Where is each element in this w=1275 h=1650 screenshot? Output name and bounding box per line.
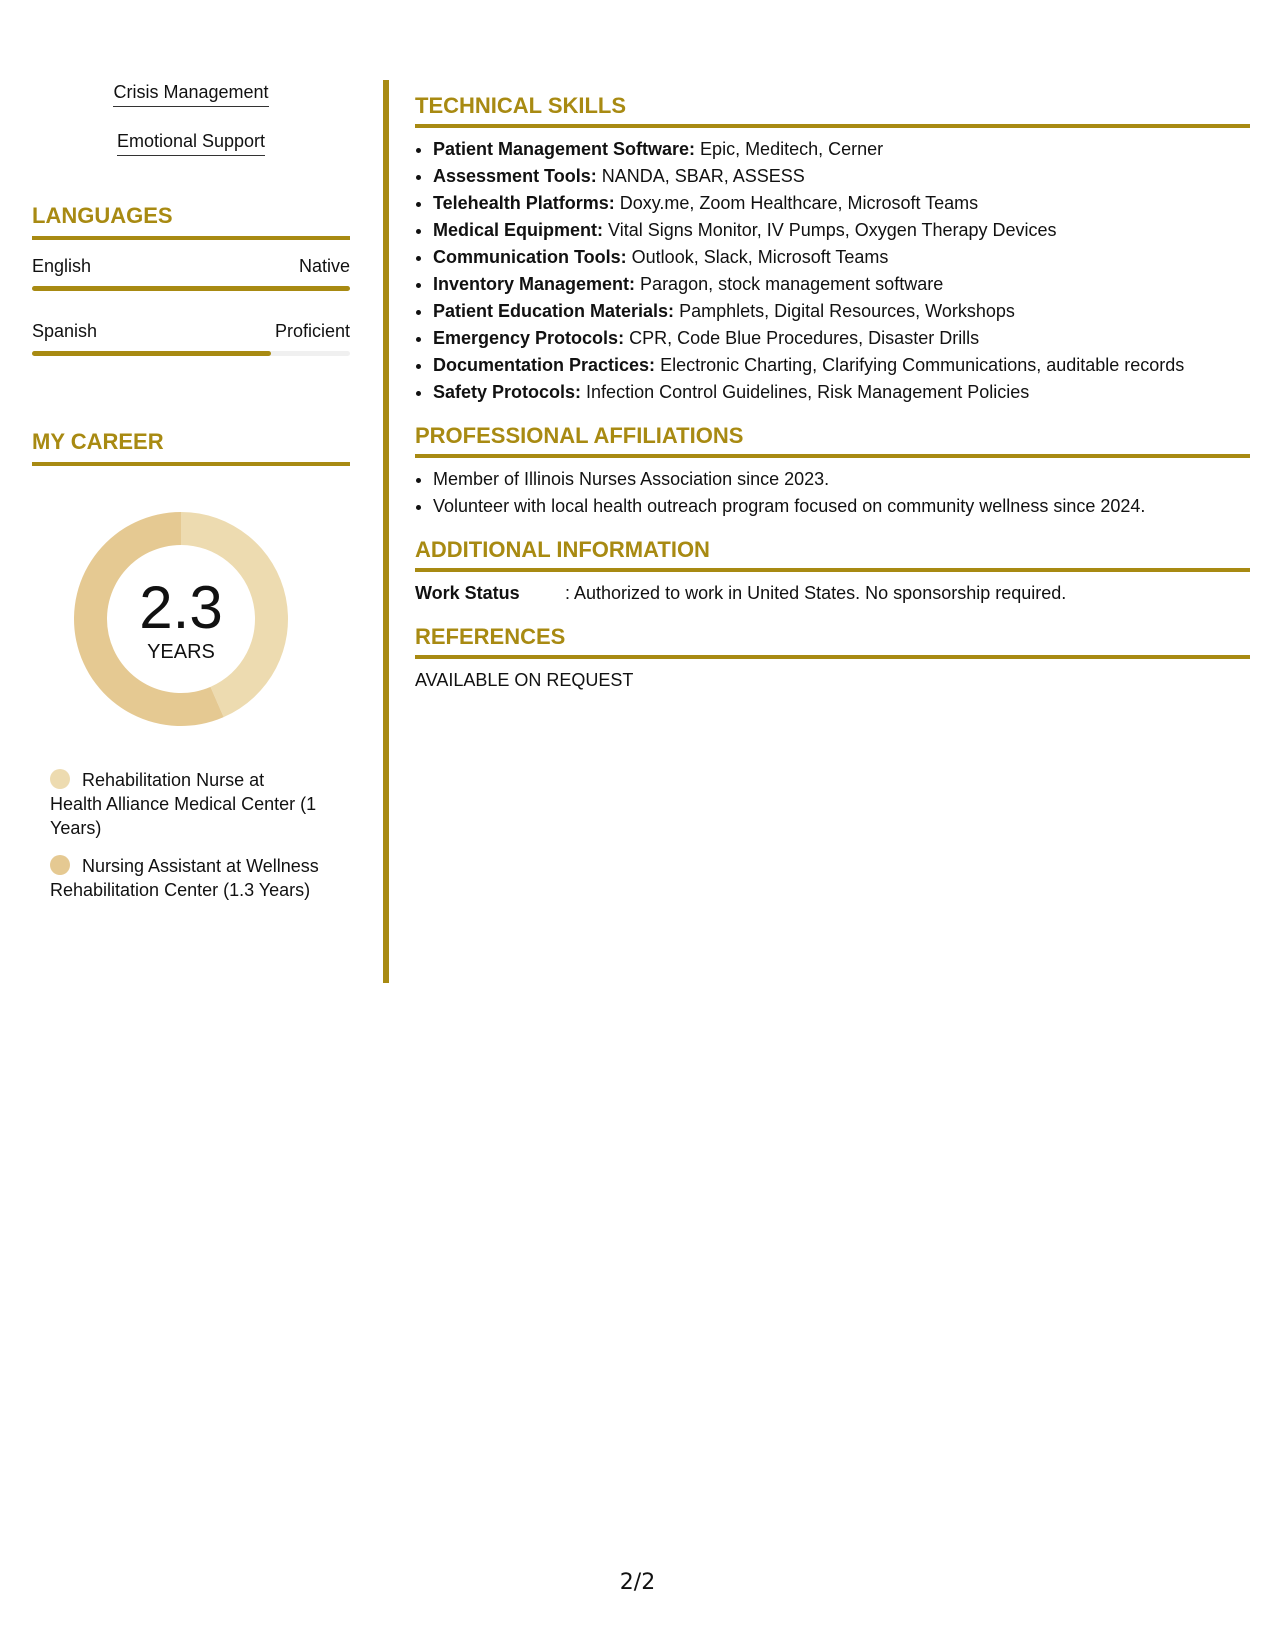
career-donut [66, 504, 296, 734]
language-bar [32, 286, 350, 291]
career-unit: YEARS [147, 641, 215, 663]
technical-skills-list [415, 136, 1250, 406]
languages-title: LANGUAGES [32, 202, 350, 240]
language-item [32, 254, 350, 291]
skill-tag: Crisis Management [113, 80, 268, 107]
page-number: 2/2 [619, 1570, 656, 1595]
skill-tag: Emotional Support [117, 129, 265, 156]
career-legend-label: Nursing Assistant at Wellness Rehabilitation Center (1.3 Years) [50, 856, 319, 900]
list-item: • Patient Management Software: Epic, Meditech, Cerner [433, 136, 1250, 163]
work-status-value: : Authorized to work in United States. No sponsorship required. [565, 583, 1067, 603]
list-item: • Volunteer with local health outreach program focused on community wellness since 2024. [433, 493, 1250, 520]
skill-tags [32, 80, 350, 178]
work-status-row [415, 580, 1250, 607]
affiliations-list [415, 466, 1250, 520]
legend-dot [50, 855, 70, 875]
language-bar-fill [32, 286, 350, 291]
list-item: • Communication Tools: Outlook, Slack, Microsoft Teams [433, 244, 1250, 271]
list-item: • Emergency Protocols: CPR, Code Blue Procedures, Disaster Drills [433, 325, 1250, 352]
career-legend-label: Rehabilitation Nurse at Health Alliance Medical Center (1 Years) [50, 770, 317, 838]
list-item: • Member of Illinois Nurses Association since 2023. [433, 466, 1250, 493]
legend-dot [50, 769, 70, 789]
column-divider [383, 80, 389, 983]
affiliations-title: PROFESSIONAL AFFILIATIONS [415, 422, 1250, 458]
left-column [32, 80, 350, 916]
language-bar-fill [32, 351, 271, 356]
work-status-label: Work Status [415, 583, 520, 603]
references-text: AVAILABLE ON REQUEST [415, 670, 634, 690]
list-item: • Patient Education Materials: Pamphlets, Digital Resources, Workshops [433, 298, 1250, 325]
references-title: REFERENCES [415, 623, 1250, 659]
language-level: Proficient [274, 321, 350, 341]
list-item: • Assessment Tools: NANDA, SBAR, ASSESS [433, 163, 1250, 190]
technical-skills-title: TECHNICAL SKILLS [415, 92, 1250, 128]
list-item: • Safety Protocols: Infection Control Guidelines, Risk Management Policies [433, 379, 1250, 406]
career-total: 2.3 [139, 574, 223, 641]
language-name: English [32, 256, 92, 276]
language-name: Spanish [32, 321, 98, 341]
right-column [415, 92, 1250, 694]
language-item [32, 319, 350, 356]
list-item: • Telehealth Platforms: Doxy.me, Zoom Healthcare, Microsoft Teams [433, 190, 1250, 217]
list-item: • Medical Equipment: Vital Signs Monitor, IV Pumps, Oxygen Therapy Devices [433, 217, 1250, 244]
list-item: • Inventory Management: Paragon, stock management software [433, 271, 1250, 298]
career-legend [50, 768, 320, 902]
language-bar [32, 351, 350, 356]
career-legend-item [50, 854, 320, 902]
career-legend-item [50, 768, 320, 840]
list-item: • Documentation Practices: Electronic Charting, Clarifying Communications, auditable records [433, 352, 1250, 379]
career-title: MY CAREER [32, 428, 350, 466]
language-level: Native [298, 256, 350, 276]
additional-info-title: ADDITIONAL INFORMATION [415, 536, 1250, 572]
